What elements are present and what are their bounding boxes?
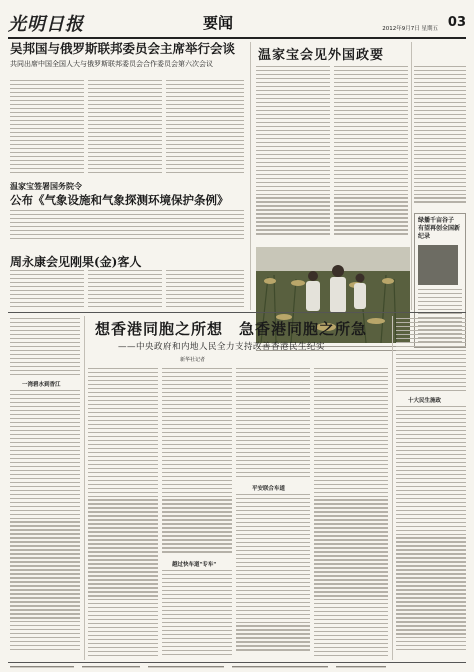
lead-right-body-col1 [256, 66, 330, 237]
lead-left-headline: 吴邦国与俄罗斯联邦委员会主席举行会谈 [10, 41, 236, 56]
feature-left-col-mid [10, 390, 80, 653]
mini-head-2: 越过快车道"专车" [172, 562, 217, 568]
feature-byline: 新华社记者 [180, 357, 206, 363]
zhou-body-col2 [88, 270, 162, 310]
feature-headline: 想香港同胞之所想 急香港同胞之所急 [95, 320, 368, 338]
regulation-headline: 公布《气象设施和气象探测环境保护条例》 [10, 193, 229, 207]
zhou-body-col3 [166, 270, 244, 310]
zhou-body-col1 [10, 270, 84, 310]
mini-head-4: 十大民生施政 [408, 398, 442, 404]
feature-subheadline: ——中央政府和内地人民全力支持改善香港民生纪实 [118, 342, 326, 352]
lead-right-body-col2 [334, 66, 408, 237]
column-divider [250, 42, 251, 310]
regulation-kicker: 温家宝签署国务院令 [10, 181, 82, 191]
right-sidebar-text [414, 66, 466, 205]
section-title: 要闻 [203, 14, 234, 32]
zhou-headline: 周永康会见刚果(金)客人 [10, 255, 142, 269]
page-footer [10, 664, 466, 671]
issue-date: 2012年9月7日 星期五 [382, 26, 438, 32]
column-divider [392, 316, 393, 660]
feature-body-col4 [314, 368, 388, 659]
column-divider [84, 316, 85, 660]
feature-right-col-top [396, 318, 466, 394]
feature-body-col2-bottom [162, 570, 232, 658]
lead-left-subheadline: 共同出席中国全国人大与俄罗斯联邦委员会合作委员会第六次会议 [10, 60, 213, 68]
footer-rule [8, 662, 466, 663]
feature-body-col3-bottom [236, 494, 310, 653]
newspaper-logo: 光明日报 [8, 14, 84, 35]
regulation-body [10, 210, 244, 242]
mini-head-1: 一湾碧水到香江 [22, 382, 61, 388]
mini-head-3: 平安联合车道 [252, 486, 286, 492]
feature-left-col-top [10, 318, 80, 378]
feature-body-col1 [88, 368, 158, 659]
feature-right-col-bottom [396, 406, 466, 653]
column-divider [411, 42, 412, 310]
feature-body-col3-top [236, 368, 310, 480]
lead-left-body-col3 [166, 80, 244, 176]
sidebar-box-thumbnail [418, 245, 458, 285]
section-rule [8, 312, 466, 313]
feature-body-col2-top [162, 368, 232, 555]
lead-left-body-col2 [88, 80, 162, 176]
lead-left-body-col1 [10, 80, 84, 176]
masthead-rule [8, 37, 466, 39]
sidebar-box-title: 绿播千亩谷子 有望再创全国新纪录 [418, 217, 461, 240]
lead-right-headline: 温家宝会见外国政要 [258, 48, 385, 63]
page-number: 03 [447, 15, 466, 30]
masthead [8, 8, 466, 36]
